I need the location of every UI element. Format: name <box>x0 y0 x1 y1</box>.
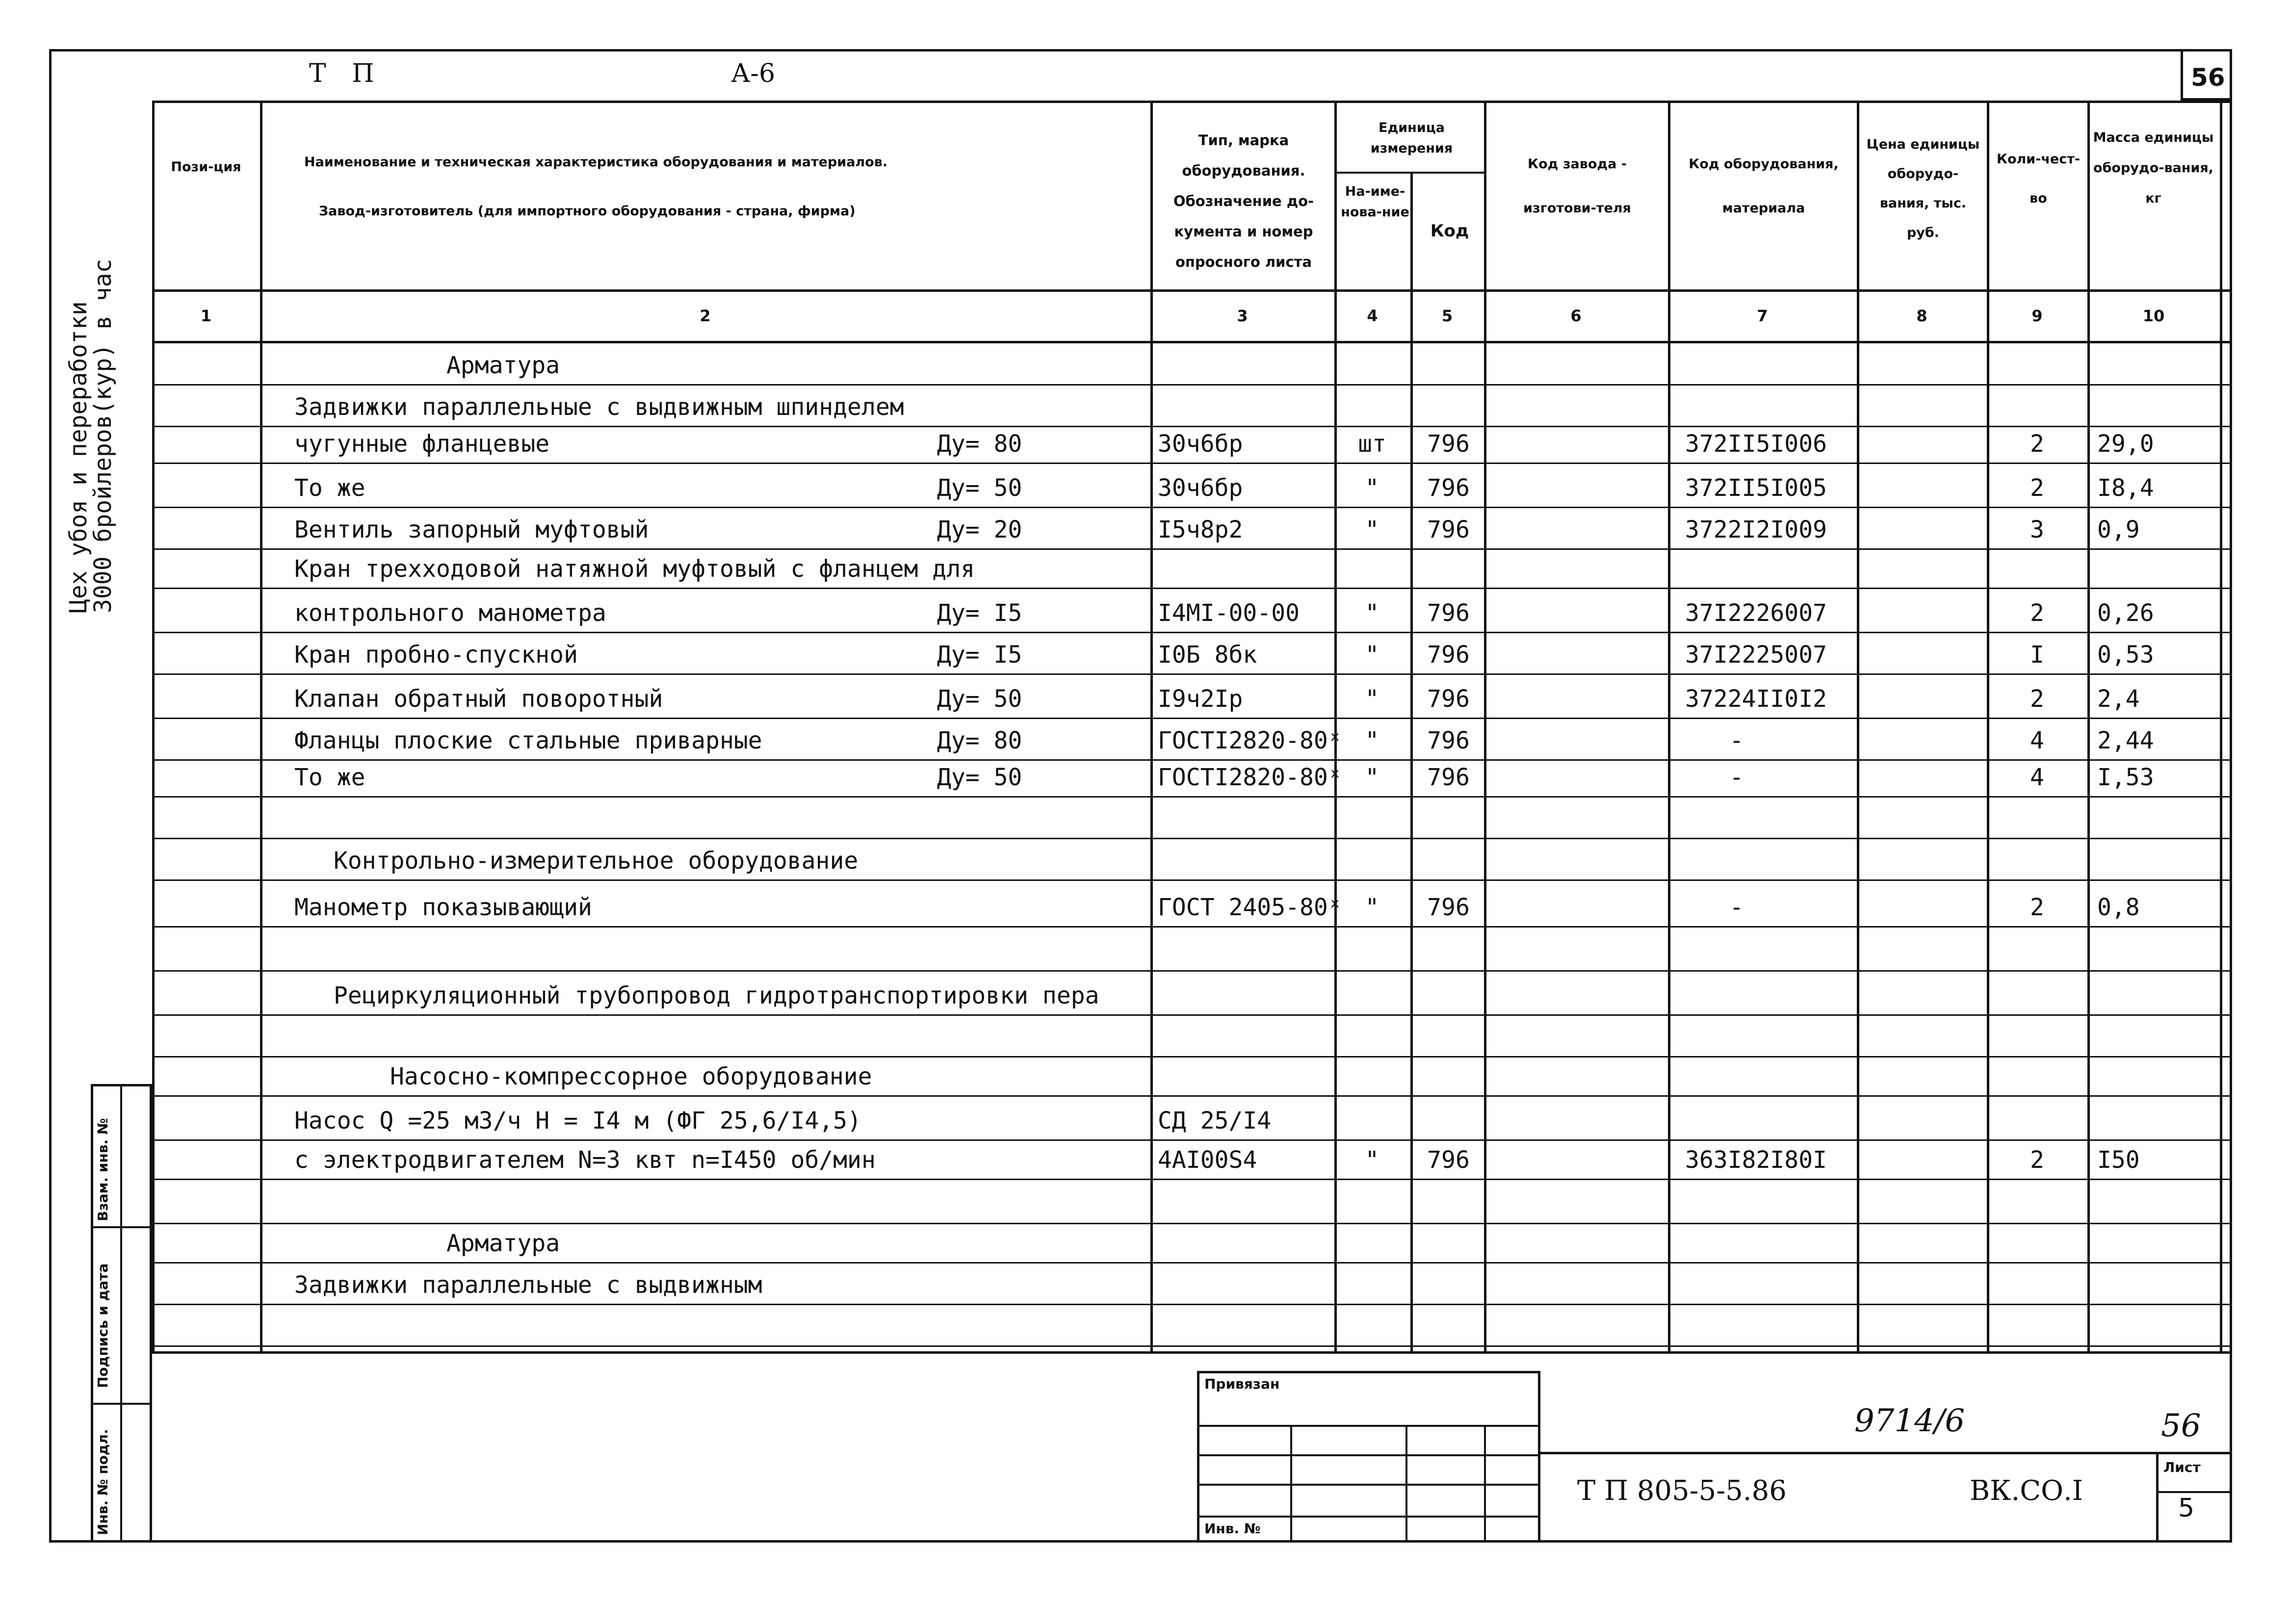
type-mark: ГОСТ 2405-80ˣ <box>1158 894 1342 921</box>
equipment-code: 372II5I006 <box>1685 430 1827 458</box>
column-number-10: 10 <box>2142 307 2165 325</box>
doc-series-label: Т П <box>309 59 383 88</box>
unit-name: " <box>1365 727 1379 754</box>
header-factory-code: Код завода - изготови-теля <box>1523 156 1631 216</box>
column-number-7: 7 <box>1757 307 1768 325</box>
row-divider <box>152 970 2232 972</box>
unit-mass: 0,9 <box>2097 516 2140 543</box>
header-unit-group: Единица измерения <box>1370 120 1453 156</box>
quantity: 2 <box>2030 474 2044 502</box>
unit-name: " <box>1365 894 1379 921</box>
row-divider <box>152 1139 2232 1141</box>
row-divider <box>152 879 2232 881</box>
side-title-line1: Цех убоя и переработки <box>65 301 92 613</box>
type-mark: 4АI00S4 <box>1158 1146 1257 1174</box>
row-divider <box>152 507 2232 508</box>
item-name: Манометр показывающий <box>294 894 592 921</box>
type-mark: I9ч2Iр <box>1158 685 1243 713</box>
row-divider <box>152 673 2232 675</box>
type-mark: ГОСТI2820-80ˣ <box>1158 764 1342 791</box>
row-divider <box>152 632 2232 633</box>
equipment-code: 37224II0I2 <box>1685 685 1827 713</box>
item-name: Вентиль запорный муфтовый <box>294 516 649 543</box>
unit-name: " <box>1365 685 1379 713</box>
equipment-code: 37I2225007 <box>1685 641 1827 669</box>
nominal-diameter: Ду= 50 <box>937 474 1022 502</box>
type-mark: ГОСТI2820-80ˣ <box>1158 727 1342 754</box>
type-mark: 30ч6бр <box>1158 474 1243 502</box>
side-stamp-sign-date: Подпись и дата <box>95 1263 111 1388</box>
quantity: 3 <box>2030 516 2044 543</box>
item-name: Контрольно-измерительное оборудование <box>334 847 859 875</box>
nominal-diameter: Ду= I5 <box>937 599 1022 627</box>
unit-code: 796 <box>1427 516 1470 543</box>
row-divider <box>152 548 2232 550</box>
quantity: 2 <box>2030 685 2044 713</box>
quantity: 2 <box>2030 1146 2044 1174</box>
row-divider <box>152 718 2232 719</box>
item-name: Кран пробно-спускной <box>294 641 578 669</box>
row-divider <box>152 1345 2232 1347</box>
quantity: 2 <box>2030 599 2044 627</box>
row-divider <box>152 1262 2232 1263</box>
nominal-diameter: Ду= 50 <box>937 764 1022 791</box>
row-divider <box>152 588 2232 589</box>
side-stamp-swap-inv: Взам. инв. № <box>95 1118 111 1221</box>
equipment-code: - <box>1729 764 1744 791</box>
unit-code: 796 <box>1427 641 1470 669</box>
nominal-diameter: Ду= 80 <box>937 430 1022 458</box>
sheet-label: Лист <box>2163 1459 2201 1475</box>
unit-code: 796 <box>1427 1146 1470 1174</box>
equipment-code: 3722I2I009 <box>1685 516 1827 543</box>
equipment-code: - <box>1729 727 1744 754</box>
unit-mass: 0,26 <box>2097 599 2154 627</box>
unit-mass: I50 <box>2097 1146 2140 1174</box>
row-divider <box>152 463 2232 464</box>
unit-mass: 0,8 <box>2097 894 2140 921</box>
unit-code: 796 <box>1427 430 1470 458</box>
item-name: То же <box>294 474 365 502</box>
item-name: контрольного манометра <box>294 599 606 627</box>
unit-name: " <box>1365 474 1379 502</box>
row-divider <box>152 1095 2232 1097</box>
header-unit-code: Код <box>1430 221 1469 241</box>
header-quantity: Коли-чест-во <box>1996 152 2081 206</box>
item-name: Клапан обратный поворотный <box>294 685 663 713</box>
unit-name: " <box>1365 599 1379 627</box>
side-title <box>66 259 115 613</box>
handwritten-sheet: 56 <box>2161 1408 2201 1444</box>
type-mark: I0Б 8бк <box>1158 641 1257 669</box>
unit-code: 796 <box>1427 474 1470 502</box>
equipment-code: 37I2226007 <box>1685 599 1827 627</box>
unit-code: 796 <box>1427 727 1470 754</box>
row-divider <box>152 1223 2232 1224</box>
handwritten-number: 9714/6 <box>1854 1403 1965 1439</box>
nominal-diameter: Ду= 20 <box>937 516 1022 543</box>
column-number-5: 5 <box>1441 307 1453 325</box>
unit-name: шт <box>1358 430 1386 458</box>
project-number: Т П 805-5-5.86 <box>1577 1475 1787 1507</box>
attached-label: Привязан <box>1204 1376 1280 1392</box>
type-mark: I4МI-00-00 <box>1158 599 1300 627</box>
row-divider <box>152 1014 2232 1016</box>
header-unit-name: На-име-нова-ние <box>1341 184 1409 220</box>
quantity: 4 <box>2030 764 2044 791</box>
header-position: Пози-ция <box>171 159 241 175</box>
row-divider <box>152 926 2232 928</box>
quantity: 4 <box>2030 727 2044 754</box>
item-name: чугунные фланцевые <box>294 430 550 458</box>
item-name: То же <box>294 764 365 791</box>
row-divider <box>152 1179 2232 1180</box>
column-number-1: 1 <box>200 307 212 325</box>
row-divider <box>152 1304 2232 1305</box>
column-number-4: 4 <box>1367 307 1378 325</box>
equipment-code: 363I82I80I <box>1685 1146 1827 1174</box>
item-name: Рециркуляционный трубопровод гидротранспортировки пера <box>334 982 1099 1009</box>
row-divider <box>152 838 2232 839</box>
item-name: Фланцы плоские стальные приварные <box>294 727 762 754</box>
unit-name: " <box>1365 516 1379 543</box>
item-name: Задвижки параллельные с выдвижным шпинделем <box>294 393 904 421</box>
item-name: Насосно-компрессорное оборудование <box>390 1063 872 1090</box>
type-mark: I5ч8р2 <box>1158 516 1243 543</box>
row-divider <box>152 1056 2232 1057</box>
row-divider <box>152 384 2232 386</box>
type-mark: 30ч6бр <box>1158 430 1243 458</box>
item-name: Арматура <box>446 1230 560 1257</box>
side-title-line2: 3000 бройлеров(кур) в час <box>89 258 117 613</box>
unit-mass: I,53 <box>2097 764 2154 791</box>
header-name-line2: Завод-изготовитель (для импортного оборудования - страна, фирма) <box>319 204 856 219</box>
header-mass: Масса единицы оборудо-вания, кг <box>2093 130 2214 206</box>
unit-code: 796 <box>1427 599 1470 627</box>
quantity: I <box>2030 641 2044 669</box>
document-code: ВК.СО.I <box>1970 1475 2083 1507</box>
unit-mass: 2,4 <box>2097 685 2140 713</box>
column-number-3: 3 <box>1237 307 1248 325</box>
doc-code-label: А-6 <box>731 59 776 88</box>
item-name: Кран трехходовой натяжной муфтовый с фланцем для <box>294 555 975 583</box>
item-name: Арматура <box>446 352 560 379</box>
quantity: 2 <box>2030 894 2044 921</box>
nominal-diameter: Ду= 80 <box>937 727 1022 754</box>
side-stamp-inv-orig: Инв. № подл. <box>95 1429 111 1535</box>
header-name-line1: Наименование и техническая характеристика оборудования и материалов. <box>304 155 888 170</box>
unit-mass: 2,44 <box>2097 727 2154 754</box>
item-name: Насос Q =25 м3/ч H = I4 м (ФГ 25,6/I4,5) <box>294 1107 861 1134</box>
page-corner-number: 56 <box>2191 63 2225 92</box>
equipment-code: 372II5I005 <box>1685 474 1827 502</box>
unit-name: " <box>1365 1146 1379 1174</box>
column-number-9: 9 <box>2031 307 2043 325</box>
column-number-2: 2 <box>700 307 711 325</box>
type-mark: СД 25/I4 <box>1158 1107 1272 1134</box>
quantity: 2 <box>2030 430 2044 458</box>
nominal-diameter: Ду= 50 <box>937 685 1022 713</box>
row-divider <box>152 426 2232 427</box>
column-number-6: 6 <box>1570 307 1582 325</box>
row-divider <box>152 759 2232 761</box>
item-name: с электродвигателем N=3 квт n=I450 об/мин <box>294 1146 876 1174</box>
header-equip-code: Код оборудования, материала <box>1689 156 1839 216</box>
unit-mass: 0,53 <box>2097 641 2154 669</box>
unit-code: 796 <box>1427 685 1470 713</box>
header-type: Тип, марка оборудования. Обозначение до-кумента и номер опросного листа <box>1173 132 1314 270</box>
unit-name: " <box>1365 764 1379 791</box>
equipment-code: - <box>1729 894 1744 921</box>
header-price: Цена единицы оборудо-вания, тыс. руб. <box>1866 137 1980 240</box>
unit-code: 796 <box>1427 894 1470 921</box>
unit-mass: I8,4 <box>2097 474 2154 502</box>
sheet-number: 5 <box>2178 1494 2195 1523</box>
unit-mass: 29,0 <box>2097 430 2154 458</box>
unit-name: " <box>1365 641 1379 669</box>
item-name: Задвижки параллельные с выдвижным <box>294 1271 762 1299</box>
nominal-diameter: Ду= I5 <box>937 641 1022 669</box>
row-divider <box>152 796 2232 798</box>
column-number-8: 8 <box>1916 307 1927 325</box>
inventory-number-label: Инв. № <box>1204 1521 1261 1537</box>
title-block-attached <box>1197 1371 1540 1543</box>
unit-code: 796 <box>1427 764 1470 791</box>
